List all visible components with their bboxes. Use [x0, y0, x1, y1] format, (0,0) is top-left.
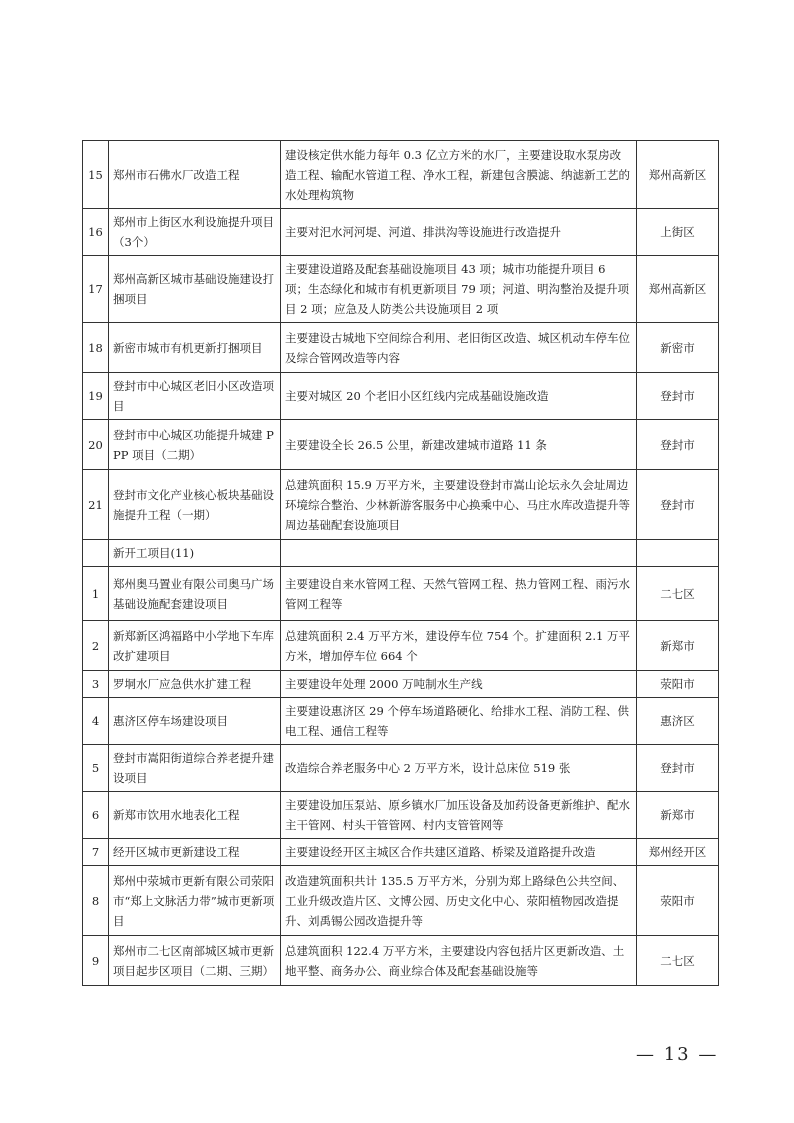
project-description: 总建筑面积 15.9 万平方米，主要建设登封市嵩山论坛永久会址周边环境综合整治、少林新游客服务中心换乘中心、马庄水库改造提升等周边基础配套设施项目	[281, 470, 637, 540]
project-description: 改造综合养老服务中心 2 万平方米，设计总床位 519 张	[281, 745, 637, 792]
row-number: 15	[83, 141, 109, 209]
project-name: 郑州市石佛水厂改造工程	[109, 141, 281, 209]
table-row	[83, 621, 719, 671]
table-row	[83, 698, 719, 745]
project-name: 登封市中心城区老旧小区改造项目	[109, 373, 281, 420]
section-row	[83, 540, 719, 567]
table-row	[83, 323, 719, 373]
project-name: 郑州高新区城市基础设施建设打捆项目	[109, 256, 281, 323]
project-description: 总建筑面积 122.4 万平方米，主要建设内容包括片区更新改造、土地平整、商务办公、商业综合体及配套基础设施等	[281, 936, 637, 986]
page-number: — 13 —	[636, 1044, 719, 1065]
project-area: 登封市	[637, 420, 719, 470]
row-number: 1	[83, 567, 109, 621]
project-name: 郑州市二七区南部城区城市更新项目起步区项目（二期、三期）	[109, 936, 281, 986]
project-area: 登封市	[637, 470, 719, 540]
table-row	[83, 936, 719, 986]
row-number: 9	[83, 936, 109, 986]
table-row	[83, 567, 719, 621]
project-name: 新密市城市有机更新打捆项目	[109, 323, 281, 373]
project-area: 登封市	[637, 373, 719, 420]
project-description: 主要建设加压泵站、原乡镇水厂加压设备及加药设备更新维护、配水主干管网、村头干管管网、村内支管管网等	[281, 792, 637, 839]
table-row	[83, 373, 719, 420]
project-description: 总建筑面积 2.4 万平方米，建设停车位 754 个。扩建面积 2.1 万平方米，增加停车位 664 个	[281, 621, 637, 671]
project-description: 主要建设惠济区 29 个停车场道路硬化、给排水工程、消防工程、供电工程、通信工程等	[281, 698, 637, 745]
project-table	[82, 140, 719, 986]
project-name: 郑州市上街区水利设施提升项目（3个）	[109, 209, 281, 256]
project-description: 主要对汜水河河堤、河道、排洪沟等设施进行改造提升	[281, 209, 637, 256]
project-description: 主要建设全长 26.5 公里，新建改建城市道路 11 条	[281, 420, 637, 470]
project-area: 郑州经开区	[637, 839, 719, 866]
row-number: 18	[83, 323, 109, 373]
project-area: 新郑市	[637, 792, 719, 839]
project-area: 新郑市	[637, 621, 719, 671]
project-name: 经开区城市更新建设工程	[109, 839, 281, 866]
table-row	[83, 745, 719, 792]
section-empty-desc	[281, 540, 637, 567]
project-name: 登封市文化产业核心板块基础设施提升工程（一期）	[109, 470, 281, 540]
project-name: 登封市嵩阳街道综合养老提升建设项目	[109, 745, 281, 792]
project-description: 主要建设道路及配套基础设施项目 43 项；城市功能提升项目 6 项；生态绿化和城市有机更新项目 79 项；河道、明沟整治及提升项目 2 项；应急及人防类公共设施项目 2 项	[281, 256, 637, 323]
project-description: 主要建设古城地下空间综合利用、老旧街区改造、城区机动车停车位及综合管网改造等内容	[281, 323, 637, 373]
row-number: 16	[83, 209, 109, 256]
table-row	[83, 209, 719, 256]
project-area: 郑州高新区	[637, 141, 719, 209]
project-name: 惠济区停车场建设项目	[109, 698, 281, 745]
project-area: 二七区	[637, 936, 719, 986]
row-number: 5	[83, 745, 109, 792]
project-description: 主要建设自来水管网工程、天然气管网工程、热力管网工程、雨污水管网工程等	[281, 567, 637, 621]
table-row	[83, 792, 719, 839]
section-empty-area	[637, 540, 719, 567]
project-description: 改造建筑面积共计 135.5 万平方米，分别为郑上路绿色公共空间、工业升级改造片区、文博公园、历史文化中心、荥阳植物园改造提升、刘禹锡公园改造提升等	[281, 866, 637, 936]
project-name: 新郑市饮用水地表化工程	[109, 792, 281, 839]
project-description: 主要建设年处理 2000 万吨制水生产线	[281, 671, 637, 698]
section-label: 新开工项目(11)	[109, 540, 281, 567]
project-area: 新密市	[637, 323, 719, 373]
project-area: 登封市	[637, 745, 719, 792]
project-name: 登封市中心城区功能提升城建 PPP 项目（二期）	[109, 420, 281, 470]
project-name: 郑州奥马置业有限公司奥马广场基础设施配套建设项目	[109, 567, 281, 621]
project-area: 二七区	[637, 567, 719, 621]
row-number: 8	[83, 866, 109, 936]
table-row	[83, 141, 719, 209]
project-description: 主要建设经开区主城区合作共建区道路、桥梁及道路提升改造	[281, 839, 637, 866]
row-number: 19	[83, 373, 109, 420]
project-area: 荥阳市	[637, 866, 719, 936]
row-number: 2	[83, 621, 109, 671]
project-name: 罗垌水厂应急供水扩建工程	[109, 671, 281, 698]
row-number: 21	[83, 470, 109, 540]
project-area: 上街区	[637, 209, 719, 256]
row-number: 6	[83, 792, 109, 839]
row-number: 7	[83, 839, 109, 866]
project-description: 建设核定供水能力每年 0.3 亿立方米的水厂，主要建设取水泵房改造工程、输配水管道工程、净水工程，新建包含膜滤、纳滤新工艺的水处理构筑物	[281, 141, 637, 209]
project-area: 荥阳市	[637, 671, 719, 698]
table-row	[83, 866, 719, 936]
row-number: 3	[83, 671, 109, 698]
section-num-cell	[83, 540, 109, 567]
table-row	[83, 671, 719, 698]
row-number: 17	[83, 256, 109, 323]
table-row	[83, 256, 719, 323]
project-name: 郑州中荥城市更新有限公司荥阳市“郑上文脉活力带”城市更新项目	[109, 866, 281, 936]
project-area: 惠济区	[637, 698, 719, 745]
table-row	[83, 420, 719, 470]
table-row	[83, 839, 719, 866]
row-number: 4	[83, 698, 109, 745]
table-row	[83, 470, 719, 540]
project-name: 新郑新区鸿福路中小学地下车库改扩建项目	[109, 621, 281, 671]
project-description: 主要对城区 20 个老旧小区红线内完成基础设施改造	[281, 373, 637, 420]
row-number: 20	[83, 420, 109, 470]
project-area: 郑州高新区	[637, 256, 719, 323]
